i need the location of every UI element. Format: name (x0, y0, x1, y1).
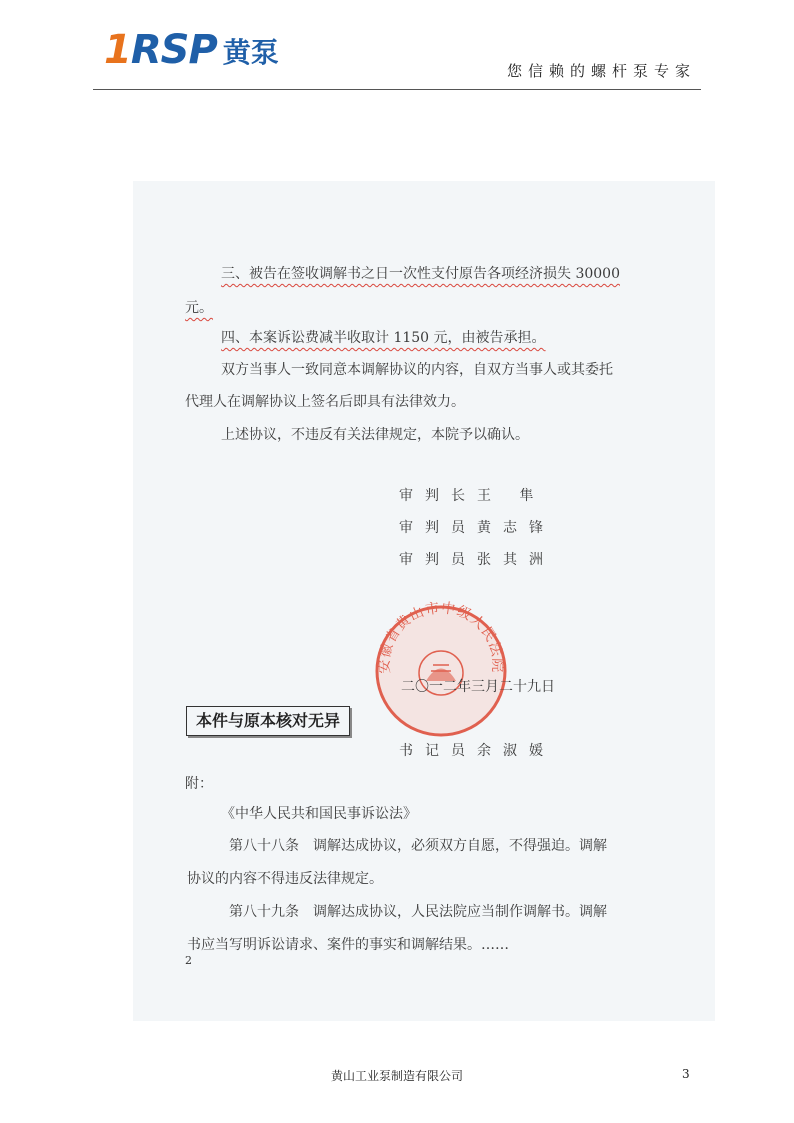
footer-company: 黄山工业泵制造有限公司 (330, 1069, 463, 1083)
agreement-para-line2: 代理人在调解协议上签名后即具有法律效力。 (185, 394, 465, 410)
scanned-document (133, 181, 715, 1021)
agreement-para-line1: 双方当事人一致同意本调解协议的内容，自双方当事人或其委托 (221, 362, 613, 378)
clause-three-line1: 三、被告在签收调解书之日一次性支付原告各项经济损失 30000 (221, 266, 620, 282)
verification-stamp: 本件与原本核对无异 (186, 706, 350, 736)
header-divider (93, 89, 701, 90)
clerk-name: 余淑媛 (477, 743, 555, 759)
document-date: 二〇一二年三月二十九日 (401, 679, 555, 695)
clerk-role: 书记员 (399, 743, 477, 759)
company-logo (104, 27, 279, 73)
signer-name: 黄志锋 (477, 520, 555, 536)
seal-text: 安徽省黄山市中级人民法院 (376, 601, 506, 674)
law-title: 《中华人民共和国民事诉讼法》 (221, 806, 417, 822)
clerk-signature (399, 742, 555, 760)
logo-chinese-name: 黄泵 (222, 36, 279, 69)
article-89-line1: 第八十九条 调解达成协议，人民法院应当制作调解书。调解 (229, 904, 607, 920)
signer-role: 审判员 (399, 552, 477, 568)
clause-three-line2: 元。 (185, 300, 213, 316)
signer-role: 审判长 (399, 488, 477, 504)
scan-page-number: 2 (185, 954, 192, 967)
appendix-label: 附： (185, 776, 213, 792)
confirmation-para: 上述协议，不违反有关法律规定，本院予以确认。 (221, 427, 529, 443)
signer-name: 张其洲 (477, 552, 555, 568)
signer-judge-2 (399, 551, 555, 569)
header-tagline: 您信赖的螺杆泵专家 (506, 62, 696, 80)
logo-letters: RSP (130, 27, 217, 73)
article-89-line2: 书应当写明诉讼请求、案件的事实和调解结果。…… (187, 937, 509, 953)
court-seal-icon (371, 601, 511, 741)
clause-four: 四、本案诉讼费减半收取计 1150 元，由被告承担。 (221, 330, 546, 346)
signer-presiding-judge (399, 487, 545, 505)
footer-page-number: 3 (682, 1067, 690, 1081)
article-88-line2: 协议的内容不得违反法律规定。 (187, 871, 383, 887)
signer-name: 王 隼 (477, 488, 546, 504)
signer-judge-1 (399, 519, 555, 537)
signer-role: 审判员 (399, 520, 477, 536)
logo-numeral: 1 (104, 27, 131, 73)
article-88-line1: 第八十八条 调解达成协议，必须双方自愿，不得强迫。调解 (229, 838, 607, 854)
